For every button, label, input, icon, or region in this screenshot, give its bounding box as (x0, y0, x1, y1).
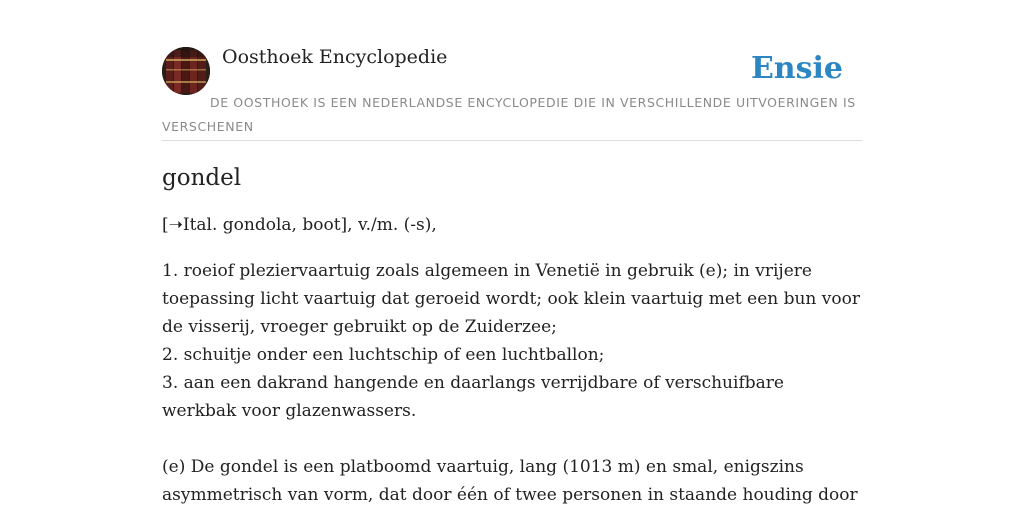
page-container (162, 46, 862, 509)
entry-note: (e) De gondel is een platboomd vaartuig, lang (1013 m) en smal, enigszins asymmetrisch van vorm, dat door één of twee personen in staande houding door (162, 457, 858, 505)
definition-item: 3. aan een dakrand hangende en daarlangs verrijdbare of verschuifbare werkbak voor glazenwassers. (162, 373, 784, 421)
brand-logo[interactable]: Ensie (750, 51, 843, 86)
source-title[interactable]: Oosthoek Encyclopedie (222, 46, 448, 68)
book-spines-icon (162, 47, 210, 95)
entry-definitions (162, 257, 862, 425)
source-header (162, 46, 862, 141)
source-description: DE OOSTHOEK IS EEN NEDERLANDSE ENCYCLOPEDIE DIE IN VERSCHILLENDE UITVOERINGEN IS VERSCHENEN (162, 95, 856, 134)
definition-item: 1. roeiof pleziervaartuig zoals algemeen in Venetië in gebruik (e); in vrijere toepassing licht vaartuig dat geroeid wordt; ook klein vaartuig met een bun voor de visserij, vroeger gebruikt op de Zuiderzee; (162, 261, 860, 337)
entry-etymology: [➝Ital. gondola, boot], v./m. (-s), (162, 215, 437, 235)
source-avatar[interactable] (162, 47, 210, 95)
entry-headword: gondel (162, 165, 242, 191)
definition-item: 2. schuitje onder een luchtschip of een luchtballon; (162, 345, 605, 365)
